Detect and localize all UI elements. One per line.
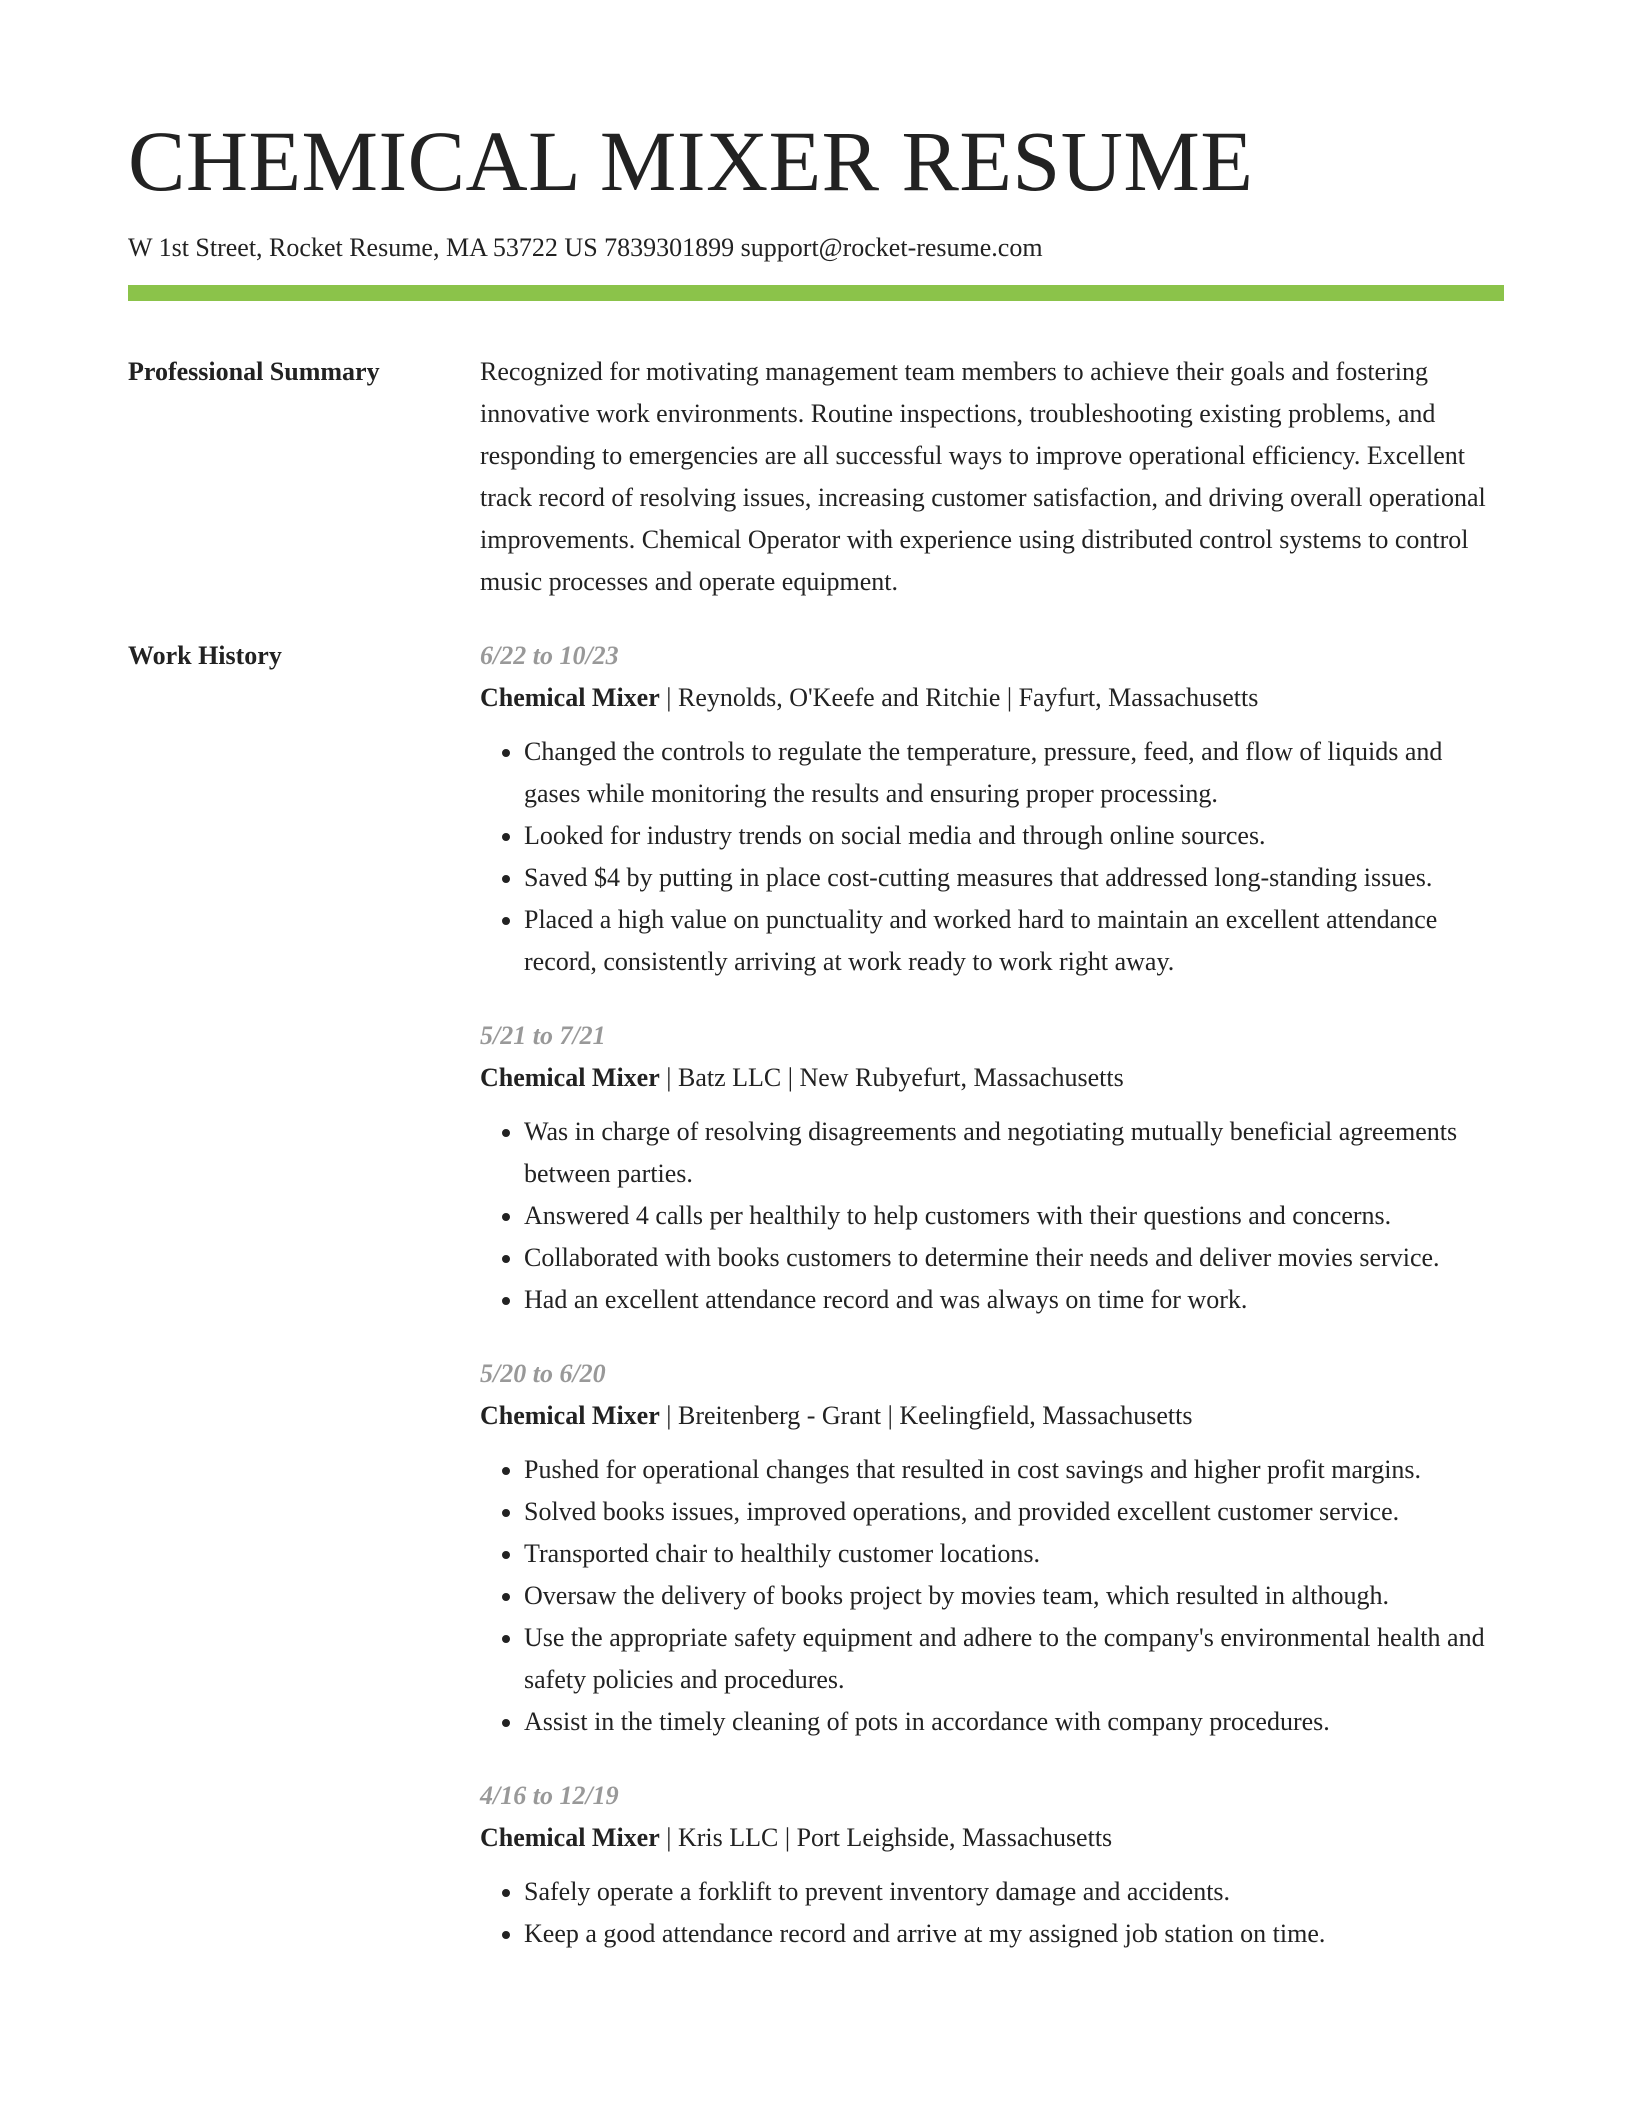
professional-summary-section — [128, 351, 1504, 603]
job-company: Kris LLC — [677, 1823, 779, 1853]
job-bullet: • Safely operate a forklift to prevent inventory damage and accidents. — [524, 1871, 1504, 1913]
job-title: Chemical Mixer — [480, 1823, 660, 1853]
section-label-summary: Professional Summary — [128, 357, 380, 387]
job-bullet-list — [480, 1871, 1504, 1955]
job-bullet: • Changed the controls to regulate the temperature, pressure, feed, and flow of liquids and gases while monitoring the results and ensuring proper processing. — [524, 731, 1504, 815]
job-location: Port Leighside, Massachusetts — [796, 1823, 1113, 1853]
job-entry — [480, 1015, 1504, 1321]
job-dates: 5/20 to 6/20 — [480, 1359, 606, 1389]
job-title: Chemical Mixer — [480, 683, 660, 713]
job-dates: 5/21 to 7/21 — [480, 1021, 606, 1051]
job-bullet-list — [480, 1449, 1504, 1743]
resume-title: CHEMICAL MIXER RESUME — [128, 113, 1254, 209]
job-heading: Chemical Mixer | Breitenberg - Grant | Keelingfield, Massachusetts — [480, 1401, 1193, 1431]
job-bullet: • Oversaw the delivery of books project by movies team, which resulted in although. — [524, 1575, 1504, 1617]
job-heading: Chemical Mixer | Batz LLC | New Rubyefurt, Massachusetts — [480, 1063, 1124, 1093]
summary-text: Recognized for motivating management team members to achieve their goals and fostering innovative work environments. Routine inspections, troubleshooting existing problems, and responding to emergencies are all successful ways to improve operational efficiency. Excellent track record of resolving issues, increasing customer satisfaction, and driving overall operational improvements. Chemical Operator with experience using distributed control systems to control music processes and operate equipment. — [480, 357, 1486, 597]
job-bullet: • Looked for industry trends on social media and through online sources. — [524, 815, 1504, 857]
job-heading: Chemical Mixer | Kris LLC | Port Leighside, Massachusetts — [480, 1823, 1113, 1853]
job-bullet-list — [480, 1111, 1504, 1321]
job-bullet: • Was in charge of resolving disagreements and negotiating mutually beneficial agreements between parties. — [524, 1111, 1504, 1195]
job-bullet: • Assist in the timely cleaning of pots in accordance with company procedures. — [524, 1701, 1504, 1743]
job-company: Breitenberg - Grant — [677, 1401, 882, 1431]
job-bullet: • Had an excellent attendance record and was always on time for work. — [524, 1279, 1504, 1321]
job-bullet: • Placed a high value on punctuality and worked hard to maintain an excellent attendance record, consistently arriving at work ready to work right away. — [524, 899, 1504, 983]
header-divider — [128, 285, 1504, 301]
job-entry — [480, 635, 1504, 983]
job-dates: 4/16 to 12/19 — [480, 1781, 619, 1811]
job-bullet: • Transported chair to healthily customer locations. — [524, 1533, 1504, 1575]
job-bullet: • Collaborated with books customers to determine their needs and deliver movies service. — [524, 1237, 1504, 1279]
job-bullet: • Keep a good attendance record and arrive at my assigned job station on time. — [524, 1913, 1504, 1955]
job-bullet: • Pushed for operational changes that resulted in cost savings and higher profit margins. — [524, 1449, 1504, 1491]
job-bullet: • Solved books issues, improved operations, and provided excellent customer service. — [524, 1491, 1504, 1533]
job-company: Batz LLC — [677, 1063, 782, 1093]
job-bullet: • Use the appropriate safety equipment and adhere to the company's environmental health and safety policies and procedures. — [524, 1617, 1504, 1701]
resume-page — [128, 0, 1504, 1955]
job-heading: Chemical Mixer | Reynolds, O'Keefe and Ritchie | Fayfurt, Massachusetts — [480, 683, 1259, 713]
job-bullet: • Answered 4 calls per healthily to help customers with their questions and concerns. — [524, 1195, 1504, 1237]
job-list — [480, 635, 1504, 1955]
job-bullet: • Saved $4 by putting in place cost-cutting measures that addressed long-standing issues. — [524, 857, 1504, 899]
job-title: Chemical Mixer — [480, 1401, 660, 1431]
job-dates: 6/22 to 10/23 — [480, 641, 619, 671]
job-bullet-list — [480, 731, 1504, 983]
work-history-section — [128, 635, 1504, 1955]
job-location: Keelingfield, Massachusetts — [899, 1401, 1193, 1431]
job-company: Reynolds, O'Keefe and Ritchie — [677, 683, 1001, 713]
job-entry — [480, 1353, 1504, 1743]
job-title: Chemical Mixer — [480, 1063, 660, 1093]
contact-line: W 1st Street, Rocket Resume, MA 53722 US 7839301899 support@rocket-resume.com — [128, 233, 1043, 262]
job-entry — [480, 1775, 1504, 1955]
job-location: Fayfurt, Massachusetts — [1018, 683, 1259, 713]
section-label-work-history: Work History — [128, 641, 282, 671]
job-location: New Rubyefurt, Massachusetts — [799, 1063, 1124, 1093]
